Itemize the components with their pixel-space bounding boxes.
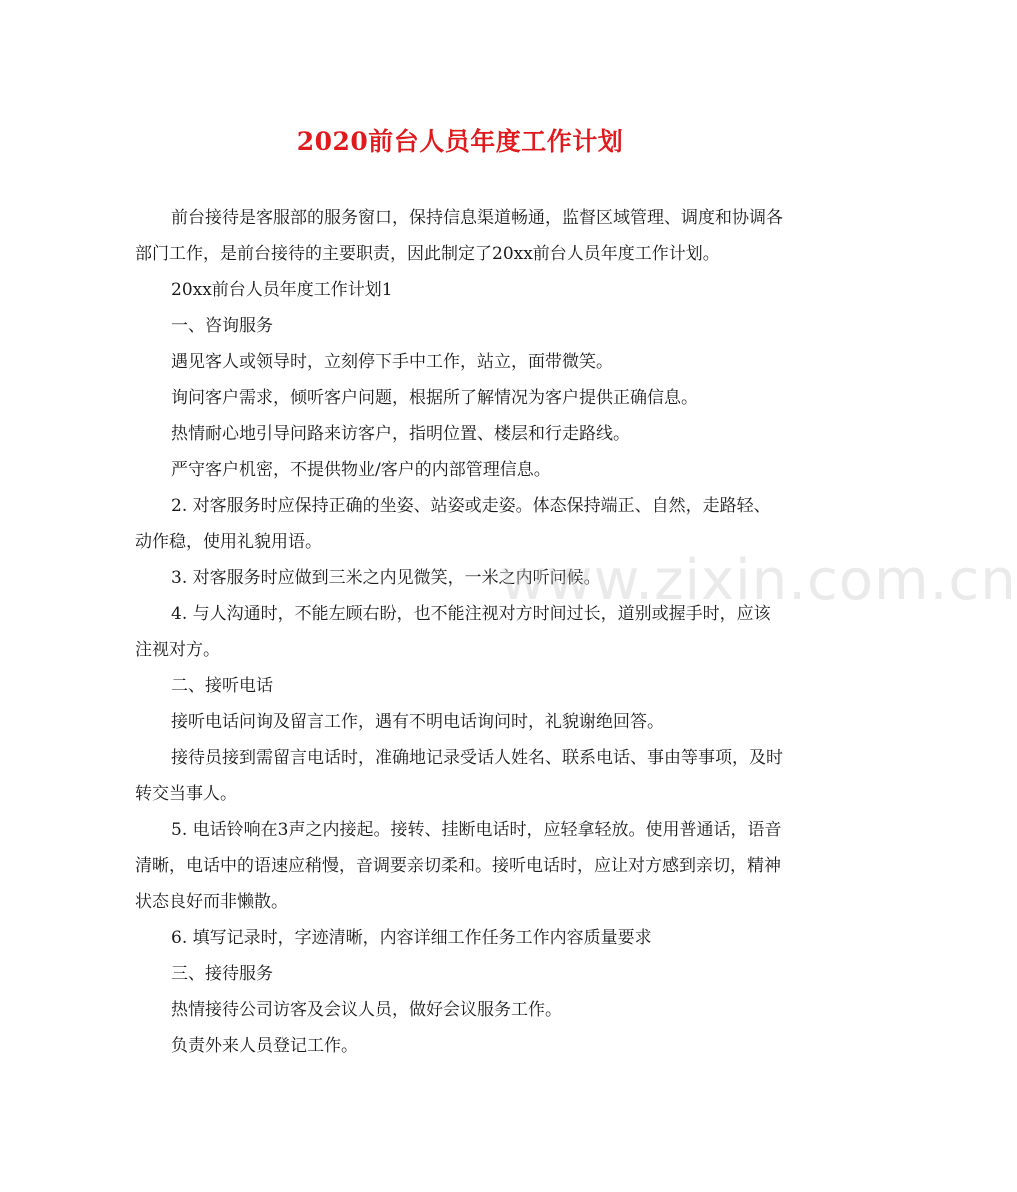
- section-heading-reception: 三、接待服务: [171, 964, 273, 984]
- plan-heading: 20xx前台人员年度工作计划1: [171, 280, 393, 300]
- paragraph: 4. 与人沟通时，不能左顾右盼，也不能注视对方时间过长，道别或握手时，应该注视对方。: [135, 604, 771, 660]
- paragraph: 6. 填写记录时，字迹清晰，内容详细工作任务工作内容质量要求: [171, 928, 652, 948]
- paragraph: 接待员接到需留言电话时，准确地记录受话人姓名、联系电话、事由等事项，及时转交当事人。: [135, 748, 783, 804]
- paragraph: 询问客户需求，倾听客户问题，根据所了解情况为客户提供正确信息。: [171, 388, 698, 408]
- paragraph: 3. 对客服务时应做到三米之内见微笑，一米之内听问候。: [171, 568, 601, 588]
- paragraph-intro: 前台接待是客服部的服务窗口，保持信息渠道畅通，监督区域管理、调度和协调各部门工作，是前台接待的主要职责，因此制定了20xx前台人员年度工作计划。: [135, 208, 783, 264]
- section-heading-consulting: 一、咨询服务: [171, 316, 273, 336]
- watermark: www.zixin.com.cn: [500, 548, 1017, 613]
- document-title: 2020前台人员年度工作计划: [296, 127, 624, 156]
- paragraph: 热情接待公司访客及会议人员，做好会议服务工作。: [171, 1000, 562, 1020]
- paragraph: 负责外来人员登记工作。: [171, 1036, 358, 1056]
- document-body: [135, 200, 785, 1064]
- paragraph: 遇见客人或领导时，立刻停下手中工作，站立，面带微笑。: [171, 352, 613, 372]
- paragraph: 5. 电话铃响在3声之内接起。接转、挂断电话时，应轻拿轻放。使用普通话，语音清晰，电话中的语速应稍慢，音调要亲切柔和。接听电话时，应让对方感到亲切，精神状态良好而非懒散。: [135, 820, 782, 912]
- paragraph: 2. 对客服务时应保持正确的坐姿、站姿或走姿。体态保持端正、自然，走路轻、动作稳，使用礼貌用语。: [135, 496, 771, 552]
- section-heading-phone: 二、接听电话: [171, 676, 273, 696]
- paragraph: 严守客户机密，不提供物业/客户的内部管理信息。: [171, 460, 551, 480]
- paragraph: 接听电话问询及留言工作，遇有不明电话询问时，礼貌谢绝回答。: [171, 712, 664, 732]
- paragraph: 热情耐心地引导问路来访客户，指明位置、楼层和行走路线。: [171, 424, 630, 444]
